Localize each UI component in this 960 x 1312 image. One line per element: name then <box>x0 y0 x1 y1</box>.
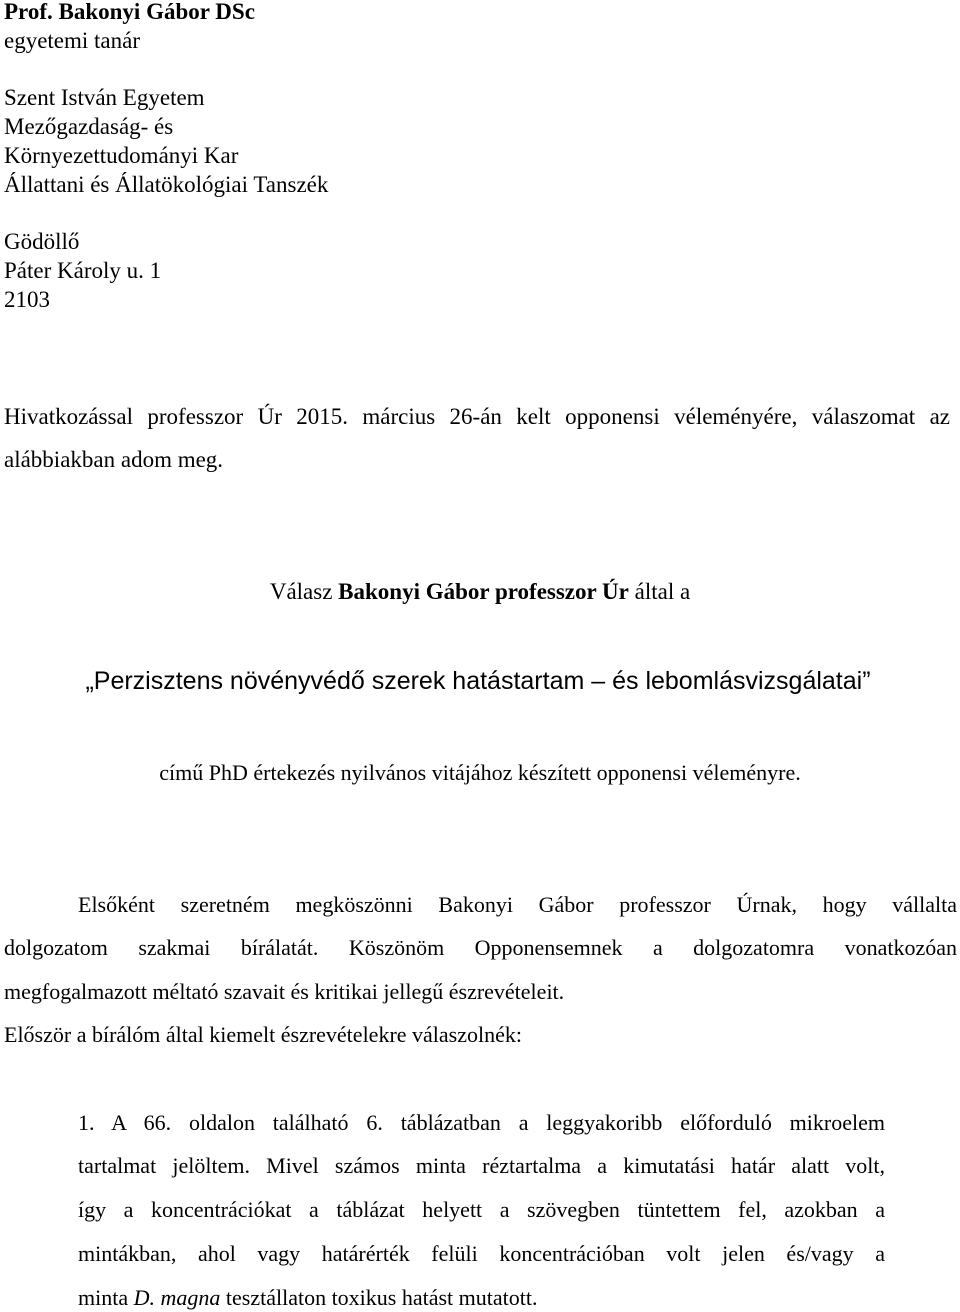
thesis-title: „Perzisztens növényvédő szerek hatástartam – és lebomlásvizsgálatai” <box>85 667 871 695</box>
species-name: D. magna <box>133 1285 221 1310</box>
sender-city: Gödöllő <box>4 229 80 254</box>
body-p1-line-2: dolgozatom szakmai bírálatát. Köszönöm Opponensemnek a dolgozatomra vonatkozóan <box>4 935 957 960</box>
sender-university: Szent István Egyetem <box>4 85 205 110</box>
item1-line-4: mintákban, ahol vagy határérték felüli koncentrációban volt jelen és/vagy a <box>78 1241 885 1266</box>
sender-faculty-line2: Környezettudományi Kar <box>4 143 239 168</box>
item1-line-5-end: tesztállaton toxikus hatást mutatott. <box>220 1285 538 1310</box>
reply-heading-suffix: által a <box>628 579 691 604</box>
body-p1-line-1: Elsőként szeretném megköszönni Bakonyi Gábor professzor Úrnak, hogy vállalta <box>78 892 957 917</box>
item1-line-1: 1. A 66. oldalon található 6. táblázatban a leggyakoribb előforduló mikroelem <box>78 1110 885 1135</box>
body-p1-line-3: megfogalmazott méltató szavait és kritikai jellegű észrevételeit. <box>4 979 565 1004</box>
sender-street: Páter Károly u. 1 <box>4 258 162 283</box>
intro-line-1: Hivatkozással professzor Úr 2015. március 26-án kelt opponensi véleményére, válaszomat az <box>4 404 950 429</box>
reply-heading <box>0 580 960 603</box>
sender-department: Állattani és Állatökológiai Tanszék <box>4 172 329 197</box>
reply-heading-prefix: Válasz <box>269 579 339 604</box>
reply-heading-name: Bakonyi Gábor professzor Úr <box>338 579 629 604</box>
item1-line-3: így a koncentrációkat a táblázat helyett a szövegben tüntettem fel, azokban a <box>78 1197 885 1222</box>
body-p2-line-1: Először a bírálóm által kiemelt észrevételekre válaszolnék: <box>4 1022 522 1047</box>
item1-line-5-start: minta <box>78 1285 134 1310</box>
item1-line-5 <box>78 1287 538 1309</box>
intro-line-2: alábbiakban adom meg. <box>4 447 224 472</box>
sender-faculty-line1: Mezőgazdaság- és <box>4 114 174 139</box>
sender-title: egyetemi tanár <box>4 28 141 53</box>
thesis-subtitle: című PhD értekezés nyilvános vitájához készített opponensi véleményre. <box>159 760 801 785</box>
item1-line-2: tartalmat jelöltem. Mivel számos minta réztartalma a kimutatási határ alatt volt, <box>78 1153 885 1178</box>
sender-zip: 2103 <box>4 287 50 312</box>
sender-name: Prof. Bakonyi Gábor DSc <box>4 0 255 24</box>
